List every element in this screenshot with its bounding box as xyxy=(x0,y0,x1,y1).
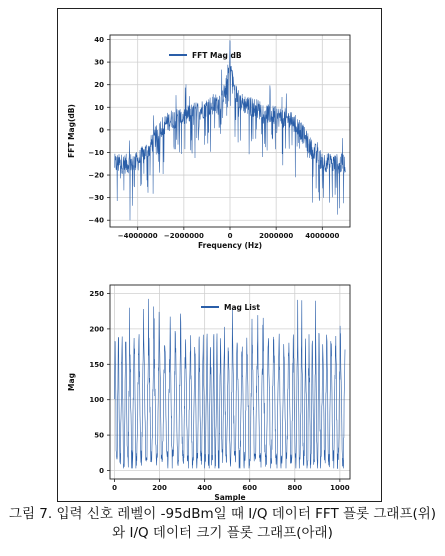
y-tick-label: 250 xyxy=(89,289,104,298)
series-line-mag-list xyxy=(115,299,346,469)
figure-frame xyxy=(57,8,382,502)
y-tick-label: −30 xyxy=(88,194,104,203)
y-tick-label: 0 xyxy=(99,126,104,135)
x-tick-label: 400 xyxy=(197,484,212,492)
x-tick-label: 1000 xyxy=(330,484,350,492)
y-tick-label: 10 xyxy=(94,103,104,112)
x-tick-label: 0 xyxy=(227,232,233,240)
y-tick-label: 30 xyxy=(94,58,104,67)
y-axis-label: FFT Mag(dB) xyxy=(67,104,76,158)
legend-label: FFT Mag dB xyxy=(192,50,242,60)
legend-label: Mag List xyxy=(224,302,260,312)
y-tick-label: 100 xyxy=(89,396,104,405)
x-tick-label: 800 xyxy=(287,484,303,492)
y-tick-label: 200 xyxy=(89,325,104,334)
x-axis-label: Sample xyxy=(214,493,246,502)
y-tick-label: −10 xyxy=(88,148,104,157)
y-tick-label: 50 xyxy=(94,431,104,440)
figure-canvas xyxy=(58,9,383,503)
figure-caption xyxy=(0,505,445,543)
x-tick-label: −2000000 xyxy=(163,232,204,240)
x-tick-label: 4000000 xyxy=(305,232,340,240)
x-tick-label: 200 xyxy=(152,484,167,492)
y-tick-label: 0 xyxy=(99,467,104,476)
x-tick-label: 2000000 xyxy=(259,232,294,240)
y-tick-label: 20 xyxy=(94,81,104,90)
y-tick-label: 40 xyxy=(94,36,104,45)
y-tick-label: −40 xyxy=(88,216,104,225)
x-tick-label: 0 xyxy=(112,484,117,492)
x-tick-label: 600 xyxy=(242,484,258,492)
caption-line-1: 그림 7. 입력 신호 레벨이 -95dBm일 때 I/Q 데이터 FFT 플롯 그래프(위) xyxy=(8,506,437,522)
x-tick-label: −4000000 xyxy=(117,232,158,240)
caption-line-2: 와 I/Q 데이터 크기 플롯 그래프(아래) xyxy=(112,525,333,541)
y-tick-label: −20 xyxy=(88,171,104,180)
x-axis-label: Frequency (Hz) xyxy=(197,241,263,250)
y-tick-label: 150 xyxy=(89,360,104,369)
y-axis-label: Mag xyxy=(67,373,76,391)
